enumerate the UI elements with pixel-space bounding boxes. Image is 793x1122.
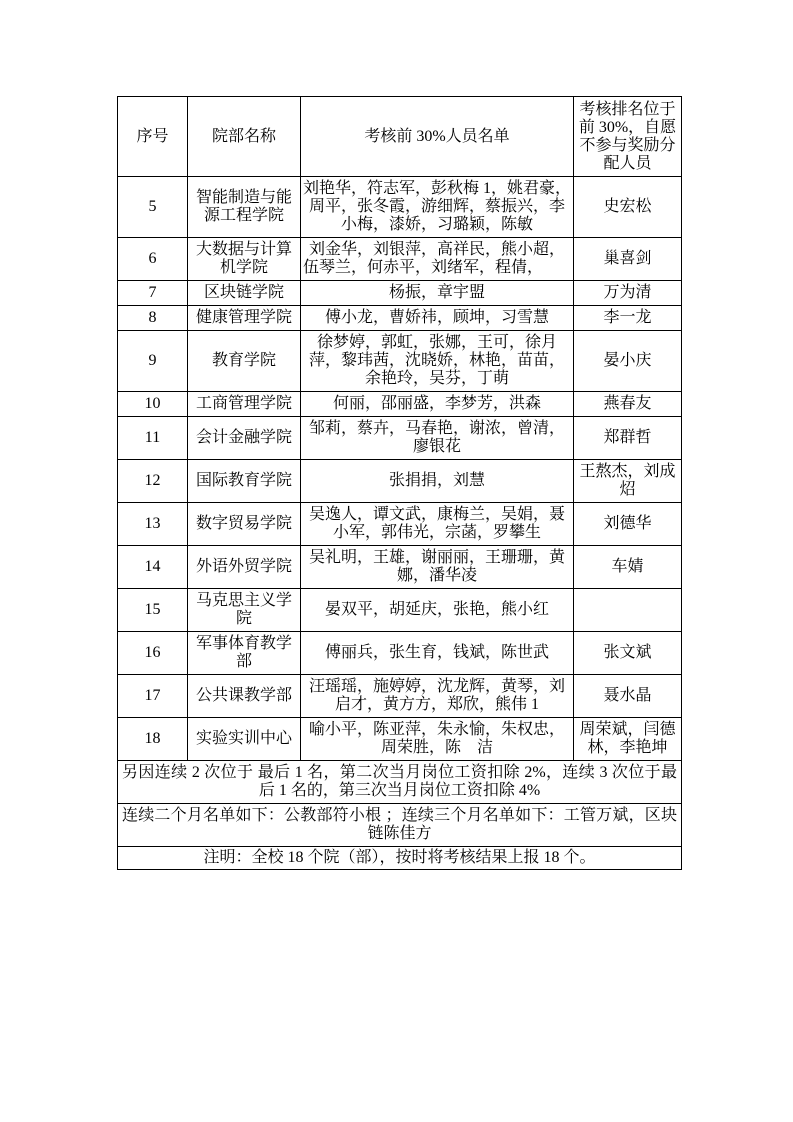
index-cell: 8 <box>118 306 188 331</box>
names-cell: 刘艳华，符志军，彭秋梅 1，姚君豪，周平，张冬霞，游细辉，蔡振兴，李小梅，漆娇，习璐颖，陈敏 <box>301 177 574 238</box>
header-col-index: 序号 <box>118 97 188 177</box>
index-cell: 17 <box>118 675 188 718</box>
table-row <box>118 177 682 238</box>
table-row <box>118 392 682 417</box>
optout-cell: 万为清 <box>574 281 682 306</box>
table-row <box>118 331 682 392</box>
index-cell: 10 <box>118 392 188 417</box>
optout-cell <box>574 589 682 632</box>
optout-cell: 史宏松 <box>574 177 682 238</box>
index-cell: 18 <box>118 718 188 761</box>
footnote-deduction-rule: 另因连续 2 次位于 最后 1 名，第二次当月岗位工资扣除 2%，连续 3 次位于最后 1 名的，第三次当月岗位工资扣除 4% <box>118 761 682 804</box>
optout-cell: 巢喜剑 <box>574 238 682 281</box>
optout-cell: 聂水晶 <box>574 675 682 718</box>
optout-cell: 燕春友 <box>574 392 682 417</box>
index-cell: 11 <box>118 417 188 460</box>
index-cell: 16 <box>118 632 188 675</box>
header-col-optout: 考核排名位于前 30%，自愿不参与奖励分配人员 <box>574 97 682 177</box>
table-row <box>118 238 682 281</box>
department-cell: 军事体育教学部 <box>188 632 301 675</box>
optout-cell: 刘德华 <box>574 503 682 546</box>
department-cell: 大数据与计算机学院 <box>188 238 301 281</box>
index-cell: 15 <box>118 589 188 632</box>
table-row <box>118 675 682 718</box>
table-row <box>118 503 682 546</box>
names-cell: 杨振，章宇盟 <box>301 281 574 306</box>
header-col-department: 院部名称 <box>188 97 301 177</box>
names-cell: 邹莉，蔡卉，马春艳，谢浓，曾清，廖银花 <box>301 417 574 460</box>
assessment-table <box>117 96 682 870</box>
table-row <box>118 546 682 589</box>
department-cell: 实验实训中心 <box>188 718 301 761</box>
department-cell: 智能制造与能源工程学院 <box>188 177 301 238</box>
index-cell: 5 <box>118 177 188 238</box>
names-cell: 徐梦婷，郭虹，张娜，王可，徐月萍，黎玮茜，沈晓娇，林艳，苗苗，余艳玲，吴芬，丁萌 <box>301 331 574 392</box>
table-row <box>118 460 682 503</box>
department-cell: 数字贸易学院 <box>188 503 301 546</box>
footnote-row <box>118 804 682 847</box>
names-cell: 傅丽兵，张生育，钱斌，陈世武 <box>301 632 574 675</box>
department-cell: 工商管理学院 <box>188 392 301 417</box>
names-cell: 傅小龙，曹娇祎，顾坤，习雪慧 <box>301 306 574 331</box>
index-cell: 6 <box>118 238 188 281</box>
index-cell: 13 <box>118 503 188 546</box>
table-row <box>118 281 682 306</box>
department-cell: 区块链学院 <box>188 281 301 306</box>
footnote-row <box>118 847 682 870</box>
names-cell: 吴礼明，王雄，谢丽丽，王珊珊，黄娜，潘华凌 <box>301 546 574 589</box>
department-cell: 国际教育学院 <box>188 460 301 503</box>
optout-cell: 车婧 <box>574 546 682 589</box>
table-row <box>118 718 682 761</box>
index-cell: 9 <box>118 331 188 392</box>
names-cell: 晏双平，胡延庆，张艳，熊小红 <box>301 589 574 632</box>
table-header-row <box>118 97 682 177</box>
index-cell: 12 <box>118 460 188 503</box>
names-cell: 张捐捐，刘慧 <box>301 460 574 503</box>
department-cell: 马克思主义学院 <box>188 589 301 632</box>
table-row <box>118 589 682 632</box>
department-cell: 教育学院 <box>188 331 301 392</box>
department-cell: 外语外贸学院 <box>188 546 301 589</box>
table-row <box>118 632 682 675</box>
department-cell: 公共课教学部 <box>188 675 301 718</box>
footnote-row <box>118 761 682 804</box>
department-cell: 健康管理学院 <box>188 306 301 331</box>
optout-cell: 周荣斌，闫德林，李艳坤 <box>574 718 682 761</box>
names-cell: 何丽，邵丽盛，李梦芳，洪森 <box>301 392 574 417</box>
names-cell: 喻小平，陈亚萍，朱永愉，朱权忠，周荣胜，陈 洁 <box>301 718 574 761</box>
index-cell: 7 <box>118 281 188 306</box>
names-cell: 吴逸人，谭文武，康梅兰，吴娟，聂小军，郭伟光，宗菡，罗攀生 <box>301 503 574 546</box>
optout-cell: 王熬杰，刘成炤 <box>574 460 682 503</box>
names-cell: 刘金华，刘银萍，高祥民，熊小超，伍琴兰，何赤平，刘绪军，程倩， <box>301 238 574 281</box>
names-cell: 汪瑶瑶，施婷婷，沈龙辉，黄琴，刘启才，黄方方，郑欣，熊伟 1 <box>301 675 574 718</box>
footnote-consecutive-list: 连续二个月名单如下：公教部符小根 ；连续三个月名单如下：工管万斌，区块链陈佳方 <box>118 804 682 847</box>
table-row <box>118 417 682 460</box>
optout-cell: 郑群哲 <box>574 417 682 460</box>
department-cell: 会计金融学院 <box>188 417 301 460</box>
optout-cell: 李一龙 <box>574 306 682 331</box>
optout-cell: 晏小庆 <box>574 331 682 392</box>
optout-cell: 张文斌 <box>574 632 682 675</box>
header-col-names: 考核前 30%人员名单 <box>301 97 574 177</box>
footnote-remark: 注明：全校 18 个院（部），按时将考核结果上报 18 个。 <box>118 847 682 870</box>
index-cell: 14 <box>118 546 188 589</box>
table-row <box>118 306 682 331</box>
